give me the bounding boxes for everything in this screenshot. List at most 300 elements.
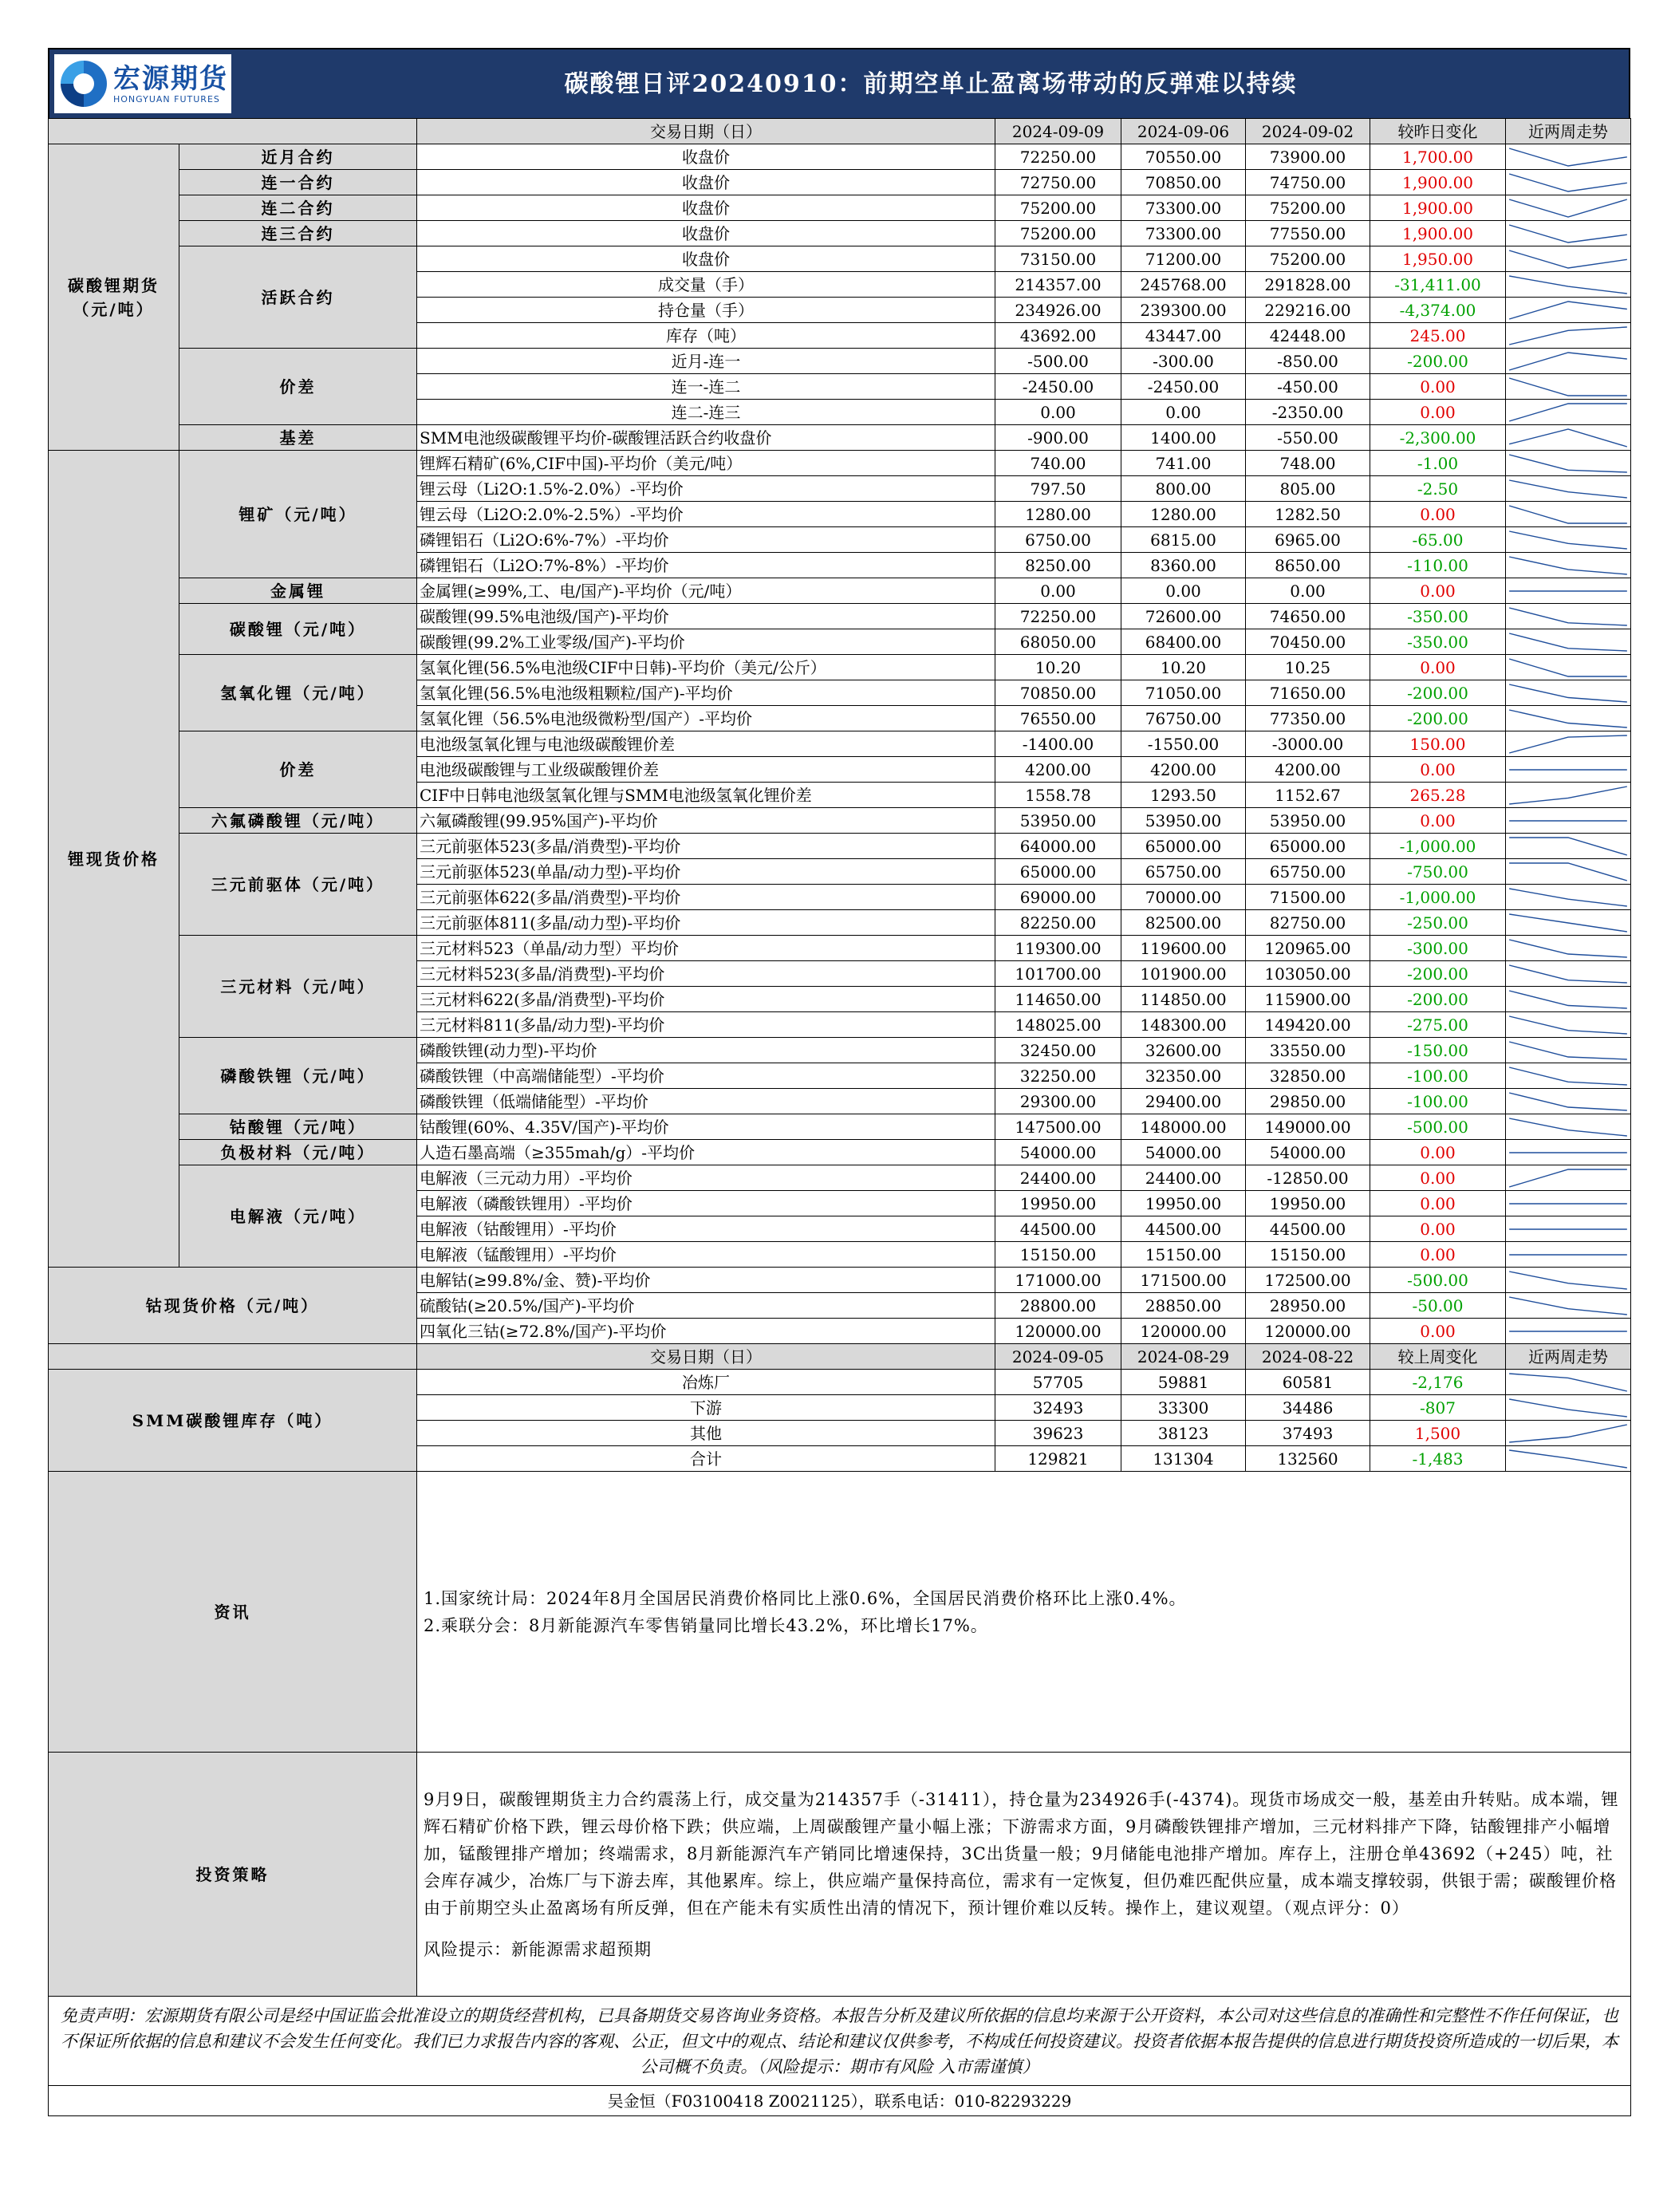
value-cell: 1152.67: [1246, 783, 1370, 808]
value-cell: 75200.00: [995, 195, 1121, 221]
change-cell: 0.00: [1370, 578, 1506, 604]
table-row: [49, 936, 1631, 961]
sparkline-path: [1509, 863, 1627, 881]
sparkline-path: [1509, 531, 1627, 549]
value-cell: 71200.00: [1121, 246, 1246, 272]
item-label: 磷锂铝石（Li2O:6%-7%）-平均价: [417, 527, 995, 553]
value-cell: 71050.00: [1121, 680, 1246, 706]
value-cell: 10.20: [1121, 655, 1246, 680]
sparkline-path: [1509, 1118, 1627, 1136]
item-label: 金属锂(≥99%,工、电/国产)-平均价（元/吨）: [417, 578, 995, 604]
sparkline-path: [1509, 659, 1627, 676]
item-label: 磷锂铝石（Li2O:7%-8%）-平均价: [417, 553, 995, 578]
trend-sparkline: [1506, 783, 1630, 807]
value-cell: 28950.00: [1246, 1293, 1370, 1319]
value-cell: 171500.00: [1121, 1268, 1246, 1293]
value-cell: 6815.00: [1121, 527, 1246, 553]
change-cell: 1,500: [1370, 1421, 1506, 1446]
trend-sparkline: [1506, 324, 1630, 348]
sub-label: 六氟磷酸锂（元/吨）: [179, 808, 417, 834]
sparkline-path: [1509, 735, 1627, 753]
header-trend: 近两周走势: [1506, 1344, 1631, 1370]
value-cell: 101700.00: [995, 961, 1121, 987]
trend-sparkline: [1506, 911, 1630, 935]
value-cell: -300.00: [1121, 349, 1246, 374]
sparkline-path: [1509, 1450, 1627, 1468]
value-cell: 75200.00: [1246, 195, 1370, 221]
sparkline-path: [1509, 404, 1627, 421]
sparkline-cell: [1506, 553, 1631, 578]
sub-label: 磷酸铁锂（元/吨）: [179, 1038, 417, 1114]
trend-sparkline: [1506, 171, 1630, 195]
value-cell: 0.00: [995, 578, 1121, 604]
sparkline-path: [1509, 480, 1627, 498]
table-row: [49, 451, 1631, 476]
value-cell: 53950.00: [1121, 808, 1246, 834]
sub-label: 价差: [179, 731, 417, 808]
contact-row: [49, 2086, 1631, 2116]
value-cell: 131304: [1121, 1446, 1246, 1472]
value-cell: 73300.00: [1121, 195, 1246, 221]
value-cell: 32350.00: [1121, 1063, 1246, 1089]
sub-label: 活跃合约: [179, 246, 417, 349]
trend-sparkline: [1506, 298, 1630, 322]
value-cell: 73300.00: [1121, 221, 1246, 246]
sparkline-cell: [1506, 272, 1631, 298]
sparkline-cell: [1506, 655, 1631, 680]
sparkline-path: [1509, 710, 1627, 727]
change-cell: -500.00: [1370, 1114, 1506, 1140]
value-cell: 1280.00: [995, 502, 1121, 527]
sparkline-path: [1509, 684, 1627, 702]
change-cell: -4,374.00: [1370, 298, 1506, 323]
value-cell: 1293.50: [1121, 783, 1246, 808]
item-label: 三元前驱体523(多晶/消费型)-平均价: [417, 834, 995, 859]
value-cell: 120965.00: [1246, 936, 1370, 961]
sparkline-path: [1509, 1169, 1627, 1187]
sparkline-cell: [1506, 1319, 1631, 1344]
trend-sparkline: [1506, 860, 1630, 884]
sparkline-path: [1509, 353, 1627, 370]
sparkline-path: [1509, 174, 1627, 191]
value-cell: 748.00: [1246, 451, 1370, 476]
item-label: 冶炼厂: [417, 1370, 995, 1395]
sparkline-cell: [1506, 706, 1631, 731]
sparkline-cell: [1506, 629, 1631, 655]
trend-sparkline: [1506, 1192, 1630, 1216]
value-cell: 120000.00: [1121, 1319, 1246, 1344]
value-cell: 65750.00: [1121, 859, 1246, 885]
value-cell: 43692.00: [995, 323, 1121, 349]
value-cell: 229216.00: [1246, 298, 1370, 323]
sparkline-path: [1509, 429, 1627, 447]
sparkline-cell: [1506, 298, 1631, 323]
value-cell: 65750.00: [1246, 859, 1370, 885]
value-cell: 114650.00: [995, 987, 1121, 1012]
header-date: 2024-08-29: [1121, 1344, 1246, 1370]
value-cell: -500.00: [995, 349, 1121, 374]
value-cell: 42448.00: [1246, 323, 1370, 349]
item-label: 锂辉石精矿(6%,CIF中国)-平均价（美元/吨）: [417, 451, 995, 476]
value-cell: 54000.00: [995, 1140, 1121, 1165]
change-cell: 0.00: [1370, 1319, 1506, 1344]
trend-sparkline: [1506, 400, 1630, 424]
item-label: 氢氧化锂（56.5%电池级微粉型/国产）-平均价: [417, 706, 995, 731]
trend-sparkline: [1506, 732, 1630, 756]
item-label: 电池级碳酸锂与工业级碳酸锂价差: [417, 757, 995, 783]
strategy-label: 投资策略: [49, 1753, 417, 1997]
trend-sparkline: [1506, 962, 1630, 986]
value-cell: 77350.00: [1246, 706, 1370, 731]
item-label: 钴酸锂(60%、4.35V/国产)-平均价: [417, 1114, 995, 1140]
value-cell: 800.00: [1121, 476, 1246, 502]
header-date: 2024-09-09: [995, 119, 1121, 144]
change-cell: -200.00: [1370, 706, 1506, 731]
header-date: 2024-09-05: [995, 1344, 1121, 1370]
change-cell: 0.00: [1370, 1165, 1506, 1191]
item-label: 电解液（锰酸锂用）-平均价: [417, 1242, 995, 1268]
trend-sparkline: [1506, 1447, 1630, 1471]
item-label: 收盘价: [417, 246, 995, 272]
value-cell: 53950.00: [1246, 808, 1370, 834]
item-label: 电解液（钴酸锂用）-平均价: [417, 1216, 995, 1242]
sparkline-cell: [1506, 1114, 1631, 1140]
trend-sparkline: [1506, 1141, 1630, 1165]
change-cell: -300.00: [1370, 936, 1506, 961]
change-cell: 0.00: [1370, 757, 1506, 783]
sparkline-cell: [1506, 400, 1631, 425]
header-blank: [49, 119, 417, 144]
sparkline-cell: [1506, 1191, 1631, 1216]
value-cell: -2450.00: [1121, 374, 1246, 400]
trend-sparkline: [1506, 1064, 1630, 1088]
change-cell: 1,700.00: [1370, 144, 1506, 170]
sparkline-cell: [1506, 1038, 1631, 1063]
value-cell: 15150.00: [1121, 1242, 1246, 1268]
change-cell: 0.00: [1370, 1216, 1506, 1242]
table-row: [49, 246, 1631, 272]
value-cell: 68050.00: [995, 629, 1121, 655]
cobalt-label: 钴现货价格（元/吨）: [49, 1268, 417, 1344]
value-cell: 239300.00: [1121, 298, 1246, 323]
sparkline-path: [1509, 608, 1627, 625]
sparkline-cell: [1506, 1165, 1631, 1191]
value-cell: 32600.00: [1121, 1038, 1246, 1063]
table-row: [49, 655, 1631, 680]
logo-cn-text: 宏源期货: [113, 62, 228, 95]
sparkline-cell: [1506, 246, 1631, 272]
sparkline-cell: [1506, 1395, 1631, 1421]
risk-note: 风险提示：新能源需求超预期: [424, 1939, 652, 1959]
sparkline-path: [1509, 1093, 1627, 1110]
change-cell: -275.00: [1370, 1012, 1506, 1038]
header-change: 较上周变化: [1370, 1344, 1506, 1370]
news-line: 2.乘联分会：8月新能源汽车零售销量同比增长43.2%，环比增长17%。: [424, 1615, 988, 1635]
value-cell: 32493: [995, 1395, 1121, 1421]
sparkline-cell: [1506, 731, 1631, 757]
value-cell: 19950.00: [1246, 1191, 1370, 1216]
item-label: 收盘价: [417, 170, 995, 195]
trend-sparkline: [1506, 579, 1630, 603]
sub-label: 三元材料（元/吨）: [179, 936, 417, 1038]
trend-sparkline: [1506, 656, 1630, 680]
change-cell: -100.00: [1370, 1063, 1506, 1089]
table-row: [49, 834, 1631, 859]
header-date: 2024-08-22: [1246, 1344, 1370, 1370]
trend-sparkline: [1506, 145, 1630, 169]
item-label: 收盘价: [417, 144, 995, 170]
value-cell: -1400.00: [995, 731, 1121, 757]
value-cell: 148300.00: [1121, 1012, 1246, 1038]
trend-sparkline: [1506, 1396, 1630, 1420]
sparkline-path: [1509, 148, 1627, 166]
value-cell: 1400.00: [1121, 425, 1246, 451]
value-cell: 119300.00: [995, 936, 1121, 961]
trend-sparkline: [1506, 477, 1630, 501]
change-cell: -150.00: [1370, 1038, 1506, 1063]
table-row: [49, 170, 1631, 195]
value-cell: 69000.00: [995, 885, 1121, 910]
value-cell: 149420.00: [1246, 1012, 1370, 1038]
sparkline-cell: [1506, 680, 1631, 706]
value-cell: 245768.00: [1121, 272, 1246, 298]
sparkline-cell: [1506, 1446, 1631, 1472]
sparkline-path: [1509, 1042, 1627, 1059]
sub-label: 三元前驱体（元/吨）: [179, 834, 417, 936]
value-cell: 8250.00: [995, 553, 1121, 578]
value-cell: 82750.00: [1246, 910, 1370, 936]
sparkline-path: [1509, 1067, 1627, 1085]
value-cell: -450.00: [1246, 374, 1370, 400]
trend-sparkline: [1506, 503, 1630, 526]
value-cell: 72750.00: [995, 170, 1121, 195]
item-label: 下游: [417, 1395, 995, 1421]
change-cell: 0.00: [1370, 1191, 1506, 1216]
item-label: 氢氧化锂(56.5%电池级CIF中日韩)-平均价（美元/公斤）: [417, 655, 995, 680]
table-row: [49, 1268, 1631, 1293]
value-cell: 73150.00: [995, 246, 1121, 272]
value-cell: 0.00: [1246, 578, 1370, 604]
trend-sparkline: [1506, 1243, 1630, 1267]
value-cell: 1282.50: [1246, 502, 1370, 527]
sparkline-path: [1509, 378, 1627, 396]
report-page: [48, 48, 1630, 2116]
value-cell: 72250.00: [995, 144, 1121, 170]
sparkline-path: [1509, 276, 1627, 294]
table-row: [49, 604, 1631, 629]
value-cell: 6750.00: [995, 527, 1121, 553]
trend-sparkline: [1506, 936, 1630, 960]
item-label: 锂云母（Li2O:2.0%-2.5%）-平均价: [417, 502, 995, 527]
value-cell: 1280.00: [1121, 502, 1246, 527]
table-row: [49, 1114, 1631, 1140]
sparkline-cell: [1506, 425, 1631, 451]
sparkline-cell: [1506, 885, 1631, 910]
sparkline-cell: [1506, 1063, 1631, 1089]
value-cell: 70000.00: [1121, 885, 1246, 910]
disclaimer-row: [49, 1997, 1631, 2086]
logo-mark-icon: [61, 61, 107, 107]
value-cell: 74650.00: [1246, 604, 1370, 629]
value-cell: 29850.00: [1246, 1089, 1370, 1114]
sparkline-path: [1509, 1297, 1627, 1315]
value-cell: 68400.00: [1121, 629, 1246, 655]
group-label: 锂现货价格: [49, 451, 179, 1268]
change-cell: -750.00: [1370, 859, 1506, 885]
change-cell: 1,900.00: [1370, 170, 1506, 195]
change-cell: -200.00: [1370, 349, 1506, 374]
sparkline-cell: [1506, 451, 1631, 476]
value-cell: 75200.00: [1246, 246, 1370, 272]
change-cell: 0.00: [1370, 400, 1506, 425]
value-cell: 8360.00: [1121, 553, 1246, 578]
value-cell: 741.00: [1121, 451, 1246, 476]
value-cell: 0.00: [1121, 578, 1246, 604]
value-cell: 172500.00: [1246, 1268, 1370, 1293]
sparkline-cell: [1506, 502, 1631, 527]
sparkline-cell: [1506, 144, 1631, 170]
news-line: 1.国家统计局：2024年8月全国居民消费价格同比上涨0.6%，全国居民消费价格环比上涨0.4%。: [424, 1588, 1187, 1608]
item-label: 电解液（磷酸铁锂用）-平均价: [417, 1191, 995, 1216]
value-cell: 64000.00: [995, 834, 1121, 859]
change-cell: -2,300.00: [1370, 425, 1506, 451]
sparkline-cell: [1506, 1268, 1631, 1293]
trend-sparkline: [1506, 681, 1630, 705]
sparkline-cell: [1506, 1242, 1631, 1268]
table-row: [49, 144, 1631, 170]
sparkline-cell: [1506, 1370, 1631, 1395]
sparkline-cell: [1506, 987, 1631, 1012]
value-cell: 43447.00: [1121, 323, 1246, 349]
value-cell: 32250.00: [995, 1063, 1121, 1089]
value-cell: 103050.00: [1246, 961, 1370, 987]
trend-sparkline: [1506, 1294, 1630, 1318]
change-cell: 265.28: [1370, 783, 1506, 808]
trend-sparkline: [1506, 707, 1630, 731]
value-cell: 53950.00: [995, 808, 1121, 834]
trend-sparkline: [1506, 1421, 1630, 1445]
trend-sparkline: [1506, 809, 1630, 833]
value-cell: 33300: [1121, 1395, 1246, 1421]
sparkline-cell: [1506, 221, 1631, 246]
sparkline-cell: [1506, 859, 1631, 885]
table-row: [49, 349, 1631, 374]
value-cell: 29400.00: [1121, 1089, 1246, 1114]
item-label: 收盘价: [417, 195, 995, 221]
sparkline-cell: [1506, 1140, 1631, 1165]
value-cell: 740.00: [995, 451, 1121, 476]
change-cell: -50.00: [1370, 1293, 1506, 1319]
value-cell: 82250.00: [995, 910, 1121, 936]
trend-sparkline: [1506, 247, 1630, 271]
change-cell: 0.00: [1370, 808, 1506, 834]
change-cell: -250.00: [1370, 910, 1506, 936]
sparkline-cell: [1506, 604, 1631, 629]
trend-sparkline: [1506, 554, 1630, 578]
value-cell: 71500.00: [1246, 885, 1370, 910]
sparkline-cell: [1506, 936, 1631, 961]
item-label: 近月-连一: [417, 349, 995, 374]
trend-sparkline: [1506, 1268, 1630, 1292]
table-row: [49, 731, 1631, 757]
trend-sparkline: [1506, 375, 1630, 399]
value-cell: 34486: [1246, 1395, 1370, 1421]
item-label: 三元材料523(多晶/消费型)-平均价: [417, 961, 995, 987]
change-cell: -31,411.00: [1370, 272, 1506, 298]
logo-en-text: HONGYUAN FUTURES: [113, 93, 220, 104]
sparkline-path: [1509, 506, 1627, 523]
sparkline-cell: [1506, 170, 1631, 195]
sparkline-path: [1509, 1272, 1627, 1289]
header-trade-date: 交易日期（日）: [417, 1344, 995, 1370]
sparkline-cell: [1506, 1293, 1631, 1319]
trend-sparkline: [1506, 988, 1630, 1011]
sparkline-cell: [1506, 1216, 1631, 1242]
value-cell: 214357.00: [995, 272, 1121, 298]
change-cell: -1.00: [1370, 451, 1506, 476]
value-cell: -12850.00: [1246, 1165, 1370, 1191]
value-cell: 65000.00: [1246, 834, 1370, 859]
item-label: 合计: [417, 1446, 995, 1472]
change-cell: -350.00: [1370, 629, 1506, 655]
value-cell: 73900.00: [1246, 144, 1370, 170]
table-row: [49, 195, 1631, 221]
trend-sparkline: [1506, 1370, 1630, 1394]
value-cell: 32450.00: [995, 1038, 1121, 1063]
change-cell: 0.00: [1370, 655, 1506, 680]
disclaimer-text: 免责声明：宏源期货有限公司是经中国证监会批准设立的期货经营机构，已具备期货交易咨询业务资格。本报告分析及建议所依据的信息均来源于公开资料，本公司对这些信息的准确性和完整性不作任何保证，也不保证所依据的信息和建议不会发生任何变化。我们已力求报告内容的客观、公正，但文中的观点、结论和建议仅供参考，不构成任何投资建议。投资者依据本报告提供的信息进行期货投资所造成的一切后果，本公司概不负责。（风险提示：期市有风险 入市需谨慎）: [49, 1997, 1631, 2086]
value-cell: 28850.00: [1121, 1293, 1246, 1319]
value-cell: 57705: [995, 1370, 1121, 1395]
value-cell: 10.25: [1246, 655, 1370, 680]
sparkline-cell: [1506, 783, 1631, 808]
sub-label: 连二合约: [179, 195, 417, 221]
value-cell: -2350.00: [1246, 400, 1370, 425]
sparkline-cell: [1506, 1012, 1631, 1038]
item-label: 四氧化三钴(≥72.8%/国产)-平均价: [417, 1319, 995, 1344]
sparkline-path: [1509, 965, 1627, 983]
item-label: 人造石墨高端（≥355mah/g）-平均价: [417, 1140, 995, 1165]
value-cell: 120000.00: [995, 1319, 1121, 1344]
change-cell: 1,900.00: [1370, 195, 1506, 221]
item-label: 碳酸锂(99.5%电池级/国产)-平均价: [417, 604, 995, 629]
value-cell: 148025.00: [995, 1012, 1121, 1038]
value-cell: 19950.00: [1121, 1191, 1246, 1216]
trend-sparkline: [1506, 426, 1630, 450]
trend-sparkline: [1506, 630, 1630, 654]
value-cell: 115900.00: [1246, 987, 1370, 1012]
report-title: 碳酸锂日评20240910：前期空单止盈离场带动的反弹难以持续: [564, 70, 1298, 98]
change-cell: -65.00: [1370, 527, 1506, 553]
value-cell: 44500.00: [1121, 1216, 1246, 1242]
value-cell: 70550.00: [1121, 144, 1246, 170]
value-cell: 74750.00: [1246, 170, 1370, 195]
news-label: 资讯: [49, 1472, 417, 1753]
sparkline-cell: [1506, 323, 1631, 349]
change-cell: -110.00: [1370, 553, 1506, 578]
change-cell: 0.00: [1370, 374, 1506, 400]
value-cell: 59881: [1121, 1370, 1246, 1395]
sparkline-path: [1509, 1425, 1627, 1442]
value-cell: 37493: [1246, 1421, 1370, 1446]
item-label: 成交量（手）: [417, 272, 995, 298]
value-cell: -3000.00: [1246, 731, 1370, 757]
report-header: [48, 48, 1630, 118]
trend-sparkline: [1506, 1166, 1630, 1190]
table-row: [49, 1140, 1631, 1165]
value-cell: 132560: [1246, 1446, 1370, 1472]
value-cell: 75200.00: [995, 221, 1121, 246]
